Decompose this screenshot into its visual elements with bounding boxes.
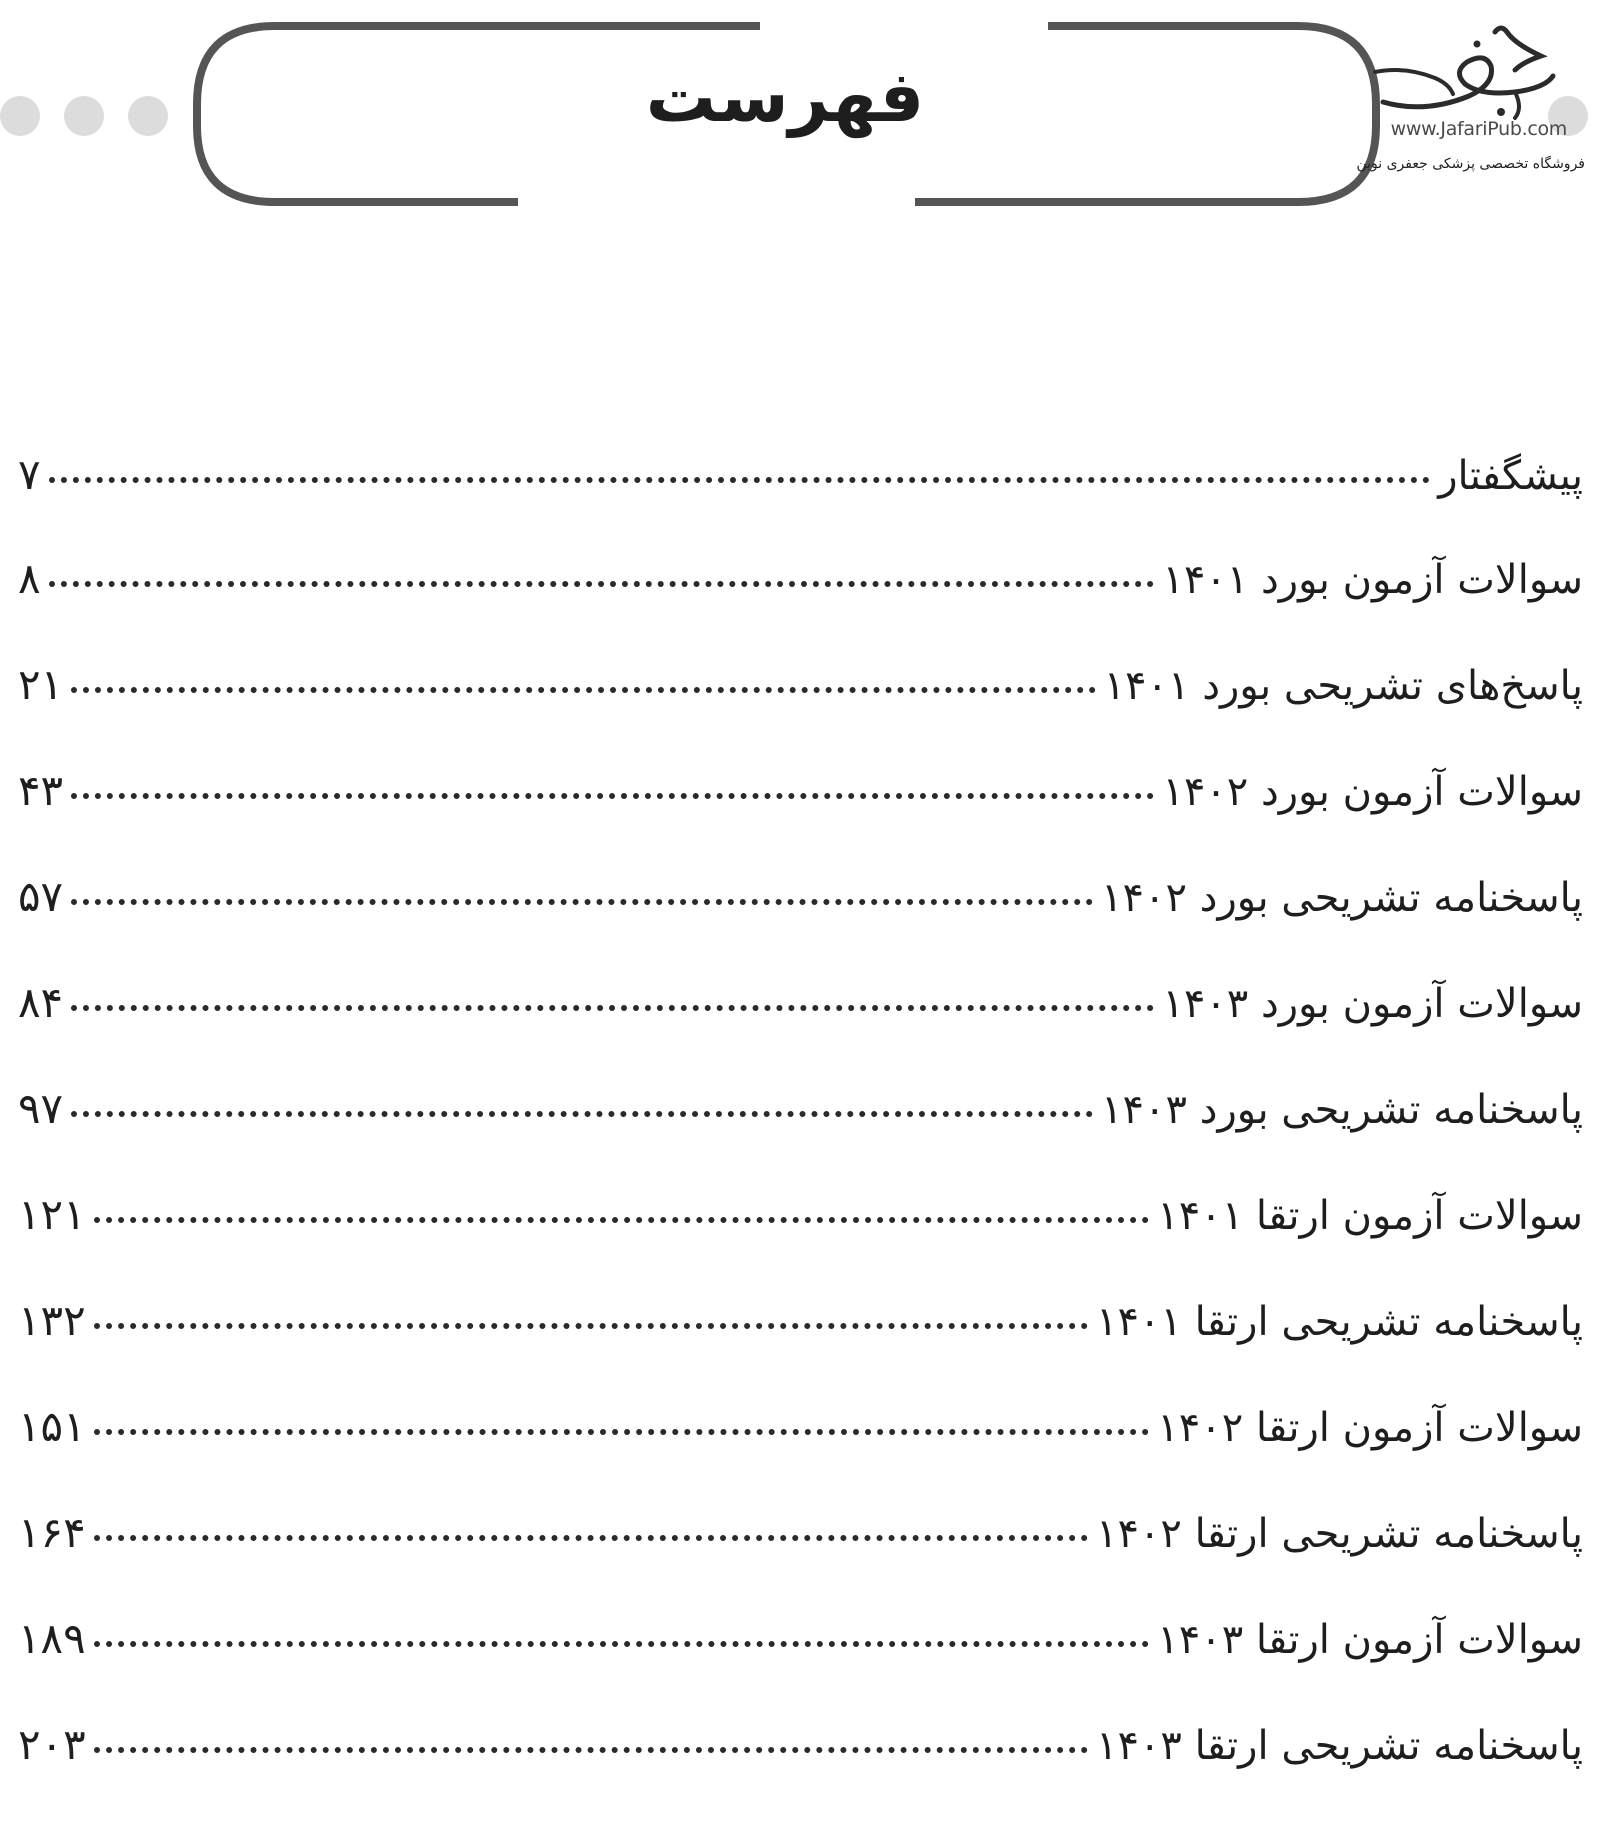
toc-page-number: ۱۸۹	[18, 1614, 86, 1663]
toc-dot-leader	[71, 1111, 1093, 1117]
toc-page-number: ۸۴	[18, 978, 64, 1027]
toc-entry[interactable]	[18, 549, 1583, 655]
toc-page-number: ۲۰۳	[18, 1720, 86, 1769]
toc-entry-title: پاسخنامه تشریحی ارتقا ۱۴۰۲	[1095, 1511, 1583, 1557]
toc-entry[interactable]	[18, 1609, 1583, 1715]
toc-page-number: ۱۶۴	[18, 1508, 86, 1557]
toc-page-number: ۴۳	[18, 766, 64, 815]
toc-entry[interactable]	[18, 1397, 1583, 1503]
toc-dot-leader	[49, 477, 1431, 483]
toc-entry[interactable]	[18, 1079, 1583, 1185]
toc-entry-title: سوالات آزمون بورد ۱۴۰۳	[1162, 981, 1583, 1027]
toc-dot-leader	[71, 687, 1095, 693]
toc-page-number: ۱۵۱	[18, 1402, 86, 1451]
toc-entry-title: سوالات آزمون بورد ۱۴۰۲	[1162, 769, 1583, 815]
toc-entry[interactable]	[18, 867, 1583, 973]
toc-page-number: ۱۳۲	[18, 1296, 86, 1345]
toc-entry[interactable]	[18, 1185, 1583, 1291]
toc-entry-title: سوالات آزمون بورد ۱۴۰۱	[1162, 557, 1583, 603]
toc-entry[interactable]	[18, 761, 1583, 867]
toc-page-number: ۸	[18, 554, 41, 603]
toc-dot-leader	[49, 581, 1155, 587]
toc-entry[interactable]	[18, 1715, 1583, 1821]
page-title: فهرست	[645, 56, 925, 138]
publisher-tagline: فروشگاه تخصصی پزشکی جعفری نوین	[1356, 156, 1585, 172]
toc-page-number: ۷	[18, 450, 41, 499]
toc-entry-title: سوالات آزمون ارتقا ۱۴۰۳	[1157, 1617, 1583, 1663]
toc-entry-title: سوالات آزمون ارتقا ۱۴۰۱	[1157, 1193, 1583, 1239]
toc-dot-leader	[94, 1323, 1088, 1329]
toc-page-number: ۱۲۱	[18, 1190, 86, 1239]
toc-dot-leader	[71, 1005, 1154, 1011]
publisher-logo-icon	[1365, 22, 1565, 122]
table-of-contents	[18, 445, 1583, 1821]
toc-entry-title: پاسخنامه تشریحی بورد ۱۴۰۳	[1101, 1087, 1583, 1133]
toc-entry-title: پاسخنامه تشریحی ارتقا ۱۴۰۳	[1095, 1723, 1583, 1769]
toc-entry-title: سوالات آزمون ارتقا ۱۴۰۲	[1157, 1405, 1583, 1451]
toc-page-number: ۲۱	[18, 660, 64, 709]
toc-entry-title: پاسخ‌های تشریحی بورد ۱۴۰۱	[1103, 663, 1583, 709]
toc-entry[interactable]	[18, 973, 1583, 1079]
toc-dot-leader	[71, 793, 1154, 799]
toc-entry[interactable]	[18, 1503, 1583, 1609]
toc-entry[interactable]	[18, 655, 1583, 761]
toc-page-number: ۹۷	[18, 1084, 64, 1133]
toc-entry[interactable]	[18, 1291, 1583, 1397]
toc-dot-leader	[94, 1535, 1088, 1541]
toc-dot-leader	[71, 899, 1093, 905]
toc-page-number: ۵۷	[18, 872, 64, 921]
toc-dot-leader	[94, 1747, 1088, 1753]
toc-entry-title: پاسخنامه تشریحی بورد ۱۴۰۲	[1101, 875, 1583, 921]
toc-entry-title: پیشگفتار	[1438, 453, 1583, 499]
toc-dot-leader	[94, 1641, 1150, 1647]
page-header	[0, 0, 1618, 220]
toc-entry-foreword[interactable]	[18, 445, 1583, 549]
toc-dot-leader	[94, 1217, 1150, 1223]
toc-dot-leader	[94, 1429, 1150, 1435]
toc-entry-title: پاسخنامه تشریحی ارتقا ۱۴۰۱	[1095, 1299, 1583, 1345]
publisher-website: www.JafariPub.com	[1390, 118, 1567, 140]
publisher-logo	[1325, 22, 1595, 182]
